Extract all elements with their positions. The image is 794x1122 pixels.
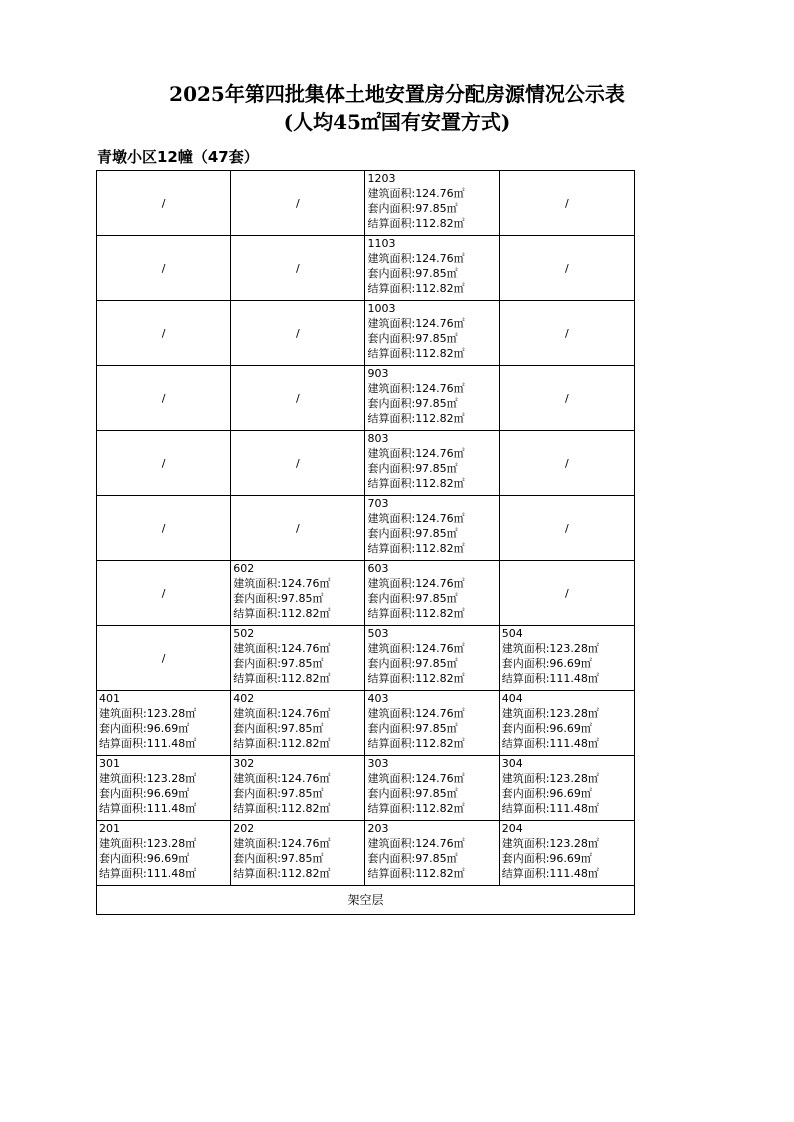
inner-area-label: 套内面积: xyxy=(501,852,550,865)
inner-area-value: 97.85㎡ xyxy=(415,527,458,540)
settlement-area-value: 112.82㎡ xyxy=(280,867,331,880)
built-area-value: 124.76㎡ xyxy=(280,772,331,785)
inner-area-line xyxy=(367,201,496,216)
settlement-area-value: 112.82㎡ xyxy=(415,347,465,360)
settlement-area-value: 111.48㎡ xyxy=(146,802,197,815)
built-area-value: 124.76㎡ xyxy=(415,837,465,850)
built-area-value: 124.76㎡ xyxy=(415,447,465,460)
inner-area-value: 96.69㎡ xyxy=(146,852,190,865)
settlement-area-line xyxy=(367,541,496,556)
empty-unit-cell: / xyxy=(97,626,231,691)
settlement-area-value: 111.48㎡ xyxy=(549,802,599,815)
settlement-area-value: 111.48㎡ xyxy=(549,867,599,880)
unit-number: 403 xyxy=(367,692,389,705)
built-area-line xyxy=(233,771,362,786)
built-area-line xyxy=(233,706,362,721)
table-row-footer xyxy=(97,886,635,915)
inner-area-line xyxy=(367,721,496,736)
empty-unit-cell: / xyxy=(499,366,634,431)
unit-number: 202 xyxy=(233,822,255,835)
built-area-value: 124.76㎡ xyxy=(415,707,465,720)
settlement-area-line xyxy=(233,606,362,621)
unit-cell xyxy=(97,691,231,756)
empty-unit-cell: / xyxy=(499,171,634,236)
inner-area-value: 96.69㎡ xyxy=(549,852,592,865)
unit-number: 602 xyxy=(233,562,255,575)
unit-number: 401 xyxy=(99,692,120,705)
empty-unit-cell: / xyxy=(97,171,231,236)
settlement-area-label: 结算面积: xyxy=(367,802,416,815)
built-area-value: 123.28㎡ xyxy=(146,837,197,850)
unit-number: 503 xyxy=(367,627,389,640)
inner-area-label: 套内面积: xyxy=(99,787,147,800)
inner-area-label: 套内面积: xyxy=(233,657,281,670)
inner-area-value: 97.85㎡ xyxy=(415,722,458,735)
built-area-value: 124.76㎡ xyxy=(415,382,465,395)
unit-number: 301 xyxy=(99,757,120,770)
built-area-value: 124.76㎡ xyxy=(280,707,331,720)
built-area-label: 建筑面积: xyxy=(99,707,147,720)
settlement-area-label: 结算面积: xyxy=(233,867,281,880)
settlement-area-label: 结算面积: xyxy=(367,672,416,685)
inner-area-value: 97.85㎡ xyxy=(415,462,458,475)
settlement-area-value: 112.82㎡ xyxy=(415,802,465,815)
inner-area-label: 套内面积: xyxy=(233,787,281,800)
built-area-line xyxy=(233,576,362,591)
inner-area-line xyxy=(99,721,228,736)
table-row xyxy=(97,366,635,431)
settlement-area-label: 结算面积: xyxy=(367,737,416,750)
settlement-area-line xyxy=(233,671,362,686)
inner-area-value: 97.85㎡ xyxy=(280,787,324,800)
inner-area-value: 97.85㎡ xyxy=(415,852,458,865)
inner-area-label: 套内面积: xyxy=(501,657,550,670)
inner-area-label: 套内面积: xyxy=(367,852,416,865)
unit-number: 703 xyxy=(367,497,389,510)
settlement-area-label: 结算面积: xyxy=(367,607,416,620)
inner-area-label: 套内面积: xyxy=(501,787,550,800)
settlement-area-label: 结算面积: xyxy=(99,867,147,880)
built-area-label: 建筑面积: xyxy=(501,642,550,655)
built-area-value: 124.76㎡ xyxy=(415,187,465,200)
settlement-area-value: 111.48㎡ xyxy=(549,672,599,685)
settlement-area-line xyxy=(233,866,362,881)
settlement-area-label: 结算面积: xyxy=(367,867,416,880)
unit-cell xyxy=(365,821,499,886)
built-area-value: 123.28㎡ xyxy=(549,707,599,720)
housing-allocation-table xyxy=(96,170,635,915)
settlement-area-label: 结算面积: xyxy=(233,802,281,815)
settlement-area-value: 112.82㎡ xyxy=(415,737,465,750)
inner-area-value: 97.85㎡ xyxy=(415,592,458,605)
empty-unit-cell: / xyxy=(499,301,634,366)
built-area-line xyxy=(367,706,496,721)
settlement-area-label: 结算面积: xyxy=(99,737,147,750)
empty-unit-cell: / xyxy=(499,431,634,496)
inner-area-line xyxy=(367,786,496,801)
built-area-label: 建筑面积: xyxy=(233,772,281,785)
empty-unit-cell: / xyxy=(499,496,634,561)
inner-area-value: 97.85㎡ xyxy=(280,592,324,605)
unit-number: 1103 xyxy=(367,237,396,250)
inner-area-label: 套内面积: xyxy=(367,397,416,410)
settlement-area-label: 结算面积: xyxy=(233,672,281,685)
settlement-area-label: 结算面积: xyxy=(367,217,416,230)
table-row xyxy=(97,626,635,691)
built-area-value: 124.76㎡ xyxy=(280,837,331,850)
table-row xyxy=(97,691,635,756)
inner-area-line xyxy=(233,591,362,606)
empty-unit-cell: / xyxy=(499,561,634,626)
unit-cell xyxy=(97,756,231,821)
settlement-area-line xyxy=(367,216,496,231)
unit-number: 204 xyxy=(501,822,523,835)
empty-unit-cell: / xyxy=(231,431,365,496)
settlement-area-line xyxy=(502,866,632,881)
table-row xyxy=(97,171,635,236)
stilt-floor-label: 架空层 xyxy=(97,886,635,915)
inner-area-label: 套内面积: xyxy=(233,722,281,735)
built-area-line xyxy=(367,576,496,591)
built-area-label: 建筑面积: xyxy=(233,577,281,590)
settlement-area-value: 112.82㎡ xyxy=(415,607,465,620)
settlement-area-value: 111.48㎡ xyxy=(146,867,197,880)
inner-area-value: 96.69㎡ xyxy=(549,722,592,735)
built-area-line xyxy=(99,836,228,851)
inner-area-line xyxy=(367,591,496,606)
built-area-value: 123.28㎡ xyxy=(549,772,599,785)
empty-unit-cell: / xyxy=(231,301,365,366)
unit-cell xyxy=(499,626,634,691)
settlement-area-value: 111.48㎡ xyxy=(146,737,197,750)
settlement-area-value: 112.82㎡ xyxy=(415,867,465,880)
settlement-area-line xyxy=(99,866,228,881)
table-row xyxy=(97,431,635,496)
settlement-area-line xyxy=(367,866,496,881)
inner-area-line xyxy=(367,656,496,671)
built-area-value: 124.76㎡ xyxy=(280,577,331,590)
empty-unit-cell: / xyxy=(97,366,231,431)
built-area-value: 124.76㎡ xyxy=(415,512,465,525)
built-area-label: 建筑面积: xyxy=(367,577,416,590)
built-area-value: 124.76㎡ xyxy=(280,642,331,655)
unit-number: 1203 xyxy=(367,172,396,185)
unit-number: 803 xyxy=(367,432,389,445)
built-area-label: 建筑面积: xyxy=(501,772,550,785)
built-area-line xyxy=(367,446,496,461)
settlement-area-value: 112.82㎡ xyxy=(280,672,331,685)
settlement-area-label: 结算面积: xyxy=(501,737,550,750)
built-area-value: 124.76㎡ xyxy=(415,317,465,330)
built-area-value: 123.28㎡ xyxy=(549,642,599,655)
built-area-value: 124.76㎡ xyxy=(415,252,465,265)
unit-number: 303 xyxy=(367,757,389,770)
settlement-area-value: 112.82㎡ xyxy=(415,412,465,425)
unit-cell xyxy=(365,561,499,626)
unit-cell xyxy=(365,171,499,236)
settlement-area-line xyxy=(502,736,632,751)
inner-area-line xyxy=(233,786,362,801)
inner-area-line xyxy=(367,331,496,346)
built-area-label: 建筑面积: xyxy=(367,772,416,785)
built-area-value: 123.28㎡ xyxy=(549,837,599,850)
inner-area-line xyxy=(233,721,362,736)
inner-area-label: 套内面积: xyxy=(99,852,147,865)
settlement-area-value: 112.82㎡ xyxy=(415,282,465,295)
built-area-label: 建筑面积: xyxy=(367,317,416,330)
unit-number: 504 xyxy=(501,627,523,640)
unit-cell xyxy=(365,431,499,496)
unit-cell xyxy=(231,691,365,756)
built-area-label: 建筑面积: xyxy=(501,837,550,850)
settlement-area-line xyxy=(367,606,496,621)
unit-cell xyxy=(231,561,365,626)
building-heading: 青墩小区12幢（47套） xyxy=(97,148,259,166)
built-area-line xyxy=(367,251,496,266)
settlement-area-value: 111.48㎡ xyxy=(549,737,599,750)
table-row xyxy=(97,301,635,366)
table-row xyxy=(97,561,635,626)
settlement-area-label: 结算面积: xyxy=(367,412,416,425)
inner-area-line xyxy=(233,851,362,866)
empty-unit-cell: / xyxy=(231,171,365,236)
inner-area-label: 套内面积: xyxy=(367,202,416,215)
built-area-label: 建筑面积: xyxy=(367,512,416,525)
page-subtitle-scheme: (人均45㎡国有安置方式) xyxy=(283,110,511,134)
built-area-line xyxy=(367,511,496,526)
settlement-area-value: 112.82㎡ xyxy=(280,802,331,815)
unit-cell xyxy=(365,626,499,691)
empty-unit-cell: / xyxy=(231,366,365,431)
built-area-value: 124.76㎡ xyxy=(415,642,465,655)
inner-area-line xyxy=(502,786,632,801)
inner-area-value: 97.85㎡ xyxy=(415,397,458,410)
settlement-area-label: 结算面积: xyxy=(501,672,550,685)
built-area-value: 124.76㎡ xyxy=(415,772,465,785)
inner-area-label: 套内面积: xyxy=(367,462,416,475)
empty-unit-cell: / xyxy=(97,236,231,301)
built-area-line xyxy=(502,641,632,656)
built-area-line xyxy=(367,186,496,201)
table-body xyxy=(97,171,635,915)
built-area-label: 建筑面积: xyxy=(367,187,416,200)
inner-area-line xyxy=(367,396,496,411)
unit-number: 903 xyxy=(367,367,389,380)
inner-area-label: 套内面积: xyxy=(233,592,281,605)
settlement-area-line xyxy=(99,801,228,816)
built-area-line xyxy=(367,381,496,396)
inner-area-value: 96.69㎡ xyxy=(549,787,592,800)
inner-area-line xyxy=(99,786,228,801)
settlement-area-label: 结算面积: xyxy=(367,477,416,490)
built-area-label: 建筑面积: xyxy=(367,252,416,265)
settlement-area-label: 结算面积: xyxy=(501,867,550,880)
settlement-area-line xyxy=(367,411,496,426)
unit-cell xyxy=(231,756,365,821)
built-area-line xyxy=(502,771,632,786)
unit-cell xyxy=(365,301,499,366)
empty-unit-cell: / xyxy=(499,236,634,301)
built-area-line xyxy=(233,641,362,656)
inner-area-line xyxy=(233,656,362,671)
built-area-line xyxy=(367,641,496,656)
unit-cell xyxy=(365,756,499,821)
settlement-area-label: 结算面积: xyxy=(367,282,416,295)
settlement-area-line xyxy=(367,281,496,296)
built-area-line xyxy=(502,836,632,851)
empty-unit-cell: / xyxy=(97,496,231,561)
inner-area-label: 套内面积: xyxy=(367,787,416,800)
inner-area-value: 97.85㎡ xyxy=(415,332,458,345)
inner-area-label: 套内面积: xyxy=(367,527,416,540)
settlement-area-value: 112.82㎡ xyxy=(415,477,465,490)
settlement-area-line xyxy=(99,736,228,751)
built-area-value: 123.28㎡ xyxy=(146,707,197,720)
inner-area-value: 97.85㎡ xyxy=(280,852,324,865)
built-area-label: 建筑面积: xyxy=(501,707,550,720)
inner-area-value: 97.85㎡ xyxy=(415,787,458,800)
settlement-area-line xyxy=(233,801,362,816)
settlement-area-label: 结算面积: xyxy=(367,347,416,360)
inner-area-label: 套内面积: xyxy=(367,657,416,670)
built-area-line xyxy=(367,771,496,786)
empty-unit-cell: / xyxy=(231,236,365,301)
settlement-area-line xyxy=(367,801,496,816)
inner-area-value: 96.69㎡ xyxy=(146,787,190,800)
settlement-area-line xyxy=(367,736,496,751)
built-area-label: 建筑面积: xyxy=(367,447,416,460)
unit-number: 603 xyxy=(367,562,389,575)
built-area-label: 建筑面积: xyxy=(233,642,281,655)
inner-area-label: 套内面积: xyxy=(99,722,147,735)
unit-cell xyxy=(365,236,499,301)
table-row xyxy=(97,756,635,821)
unit-cell xyxy=(499,691,634,756)
built-area-label: 建筑面积: xyxy=(99,837,147,850)
inner-area-line xyxy=(367,461,496,476)
built-area-line xyxy=(367,836,496,851)
settlement-area-value: 112.82㎡ xyxy=(280,737,331,750)
settlement-area-line xyxy=(233,736,362,751)
built-area-line xyxy=(99,771,228,786)
settlement-area-line xyxy=(367,671,496,686)
inner-area-line xyxy=(367,851,496,866)
built-area-label: 建筑面积: xyxy=(367,642,416,655)
unit-number: 402 xyxy=(233,692,255,705)
unit-number: 404 xyxy=(501,692,523,705)
settlement-area-line xyxy=(367,346,496,361)
inner-area-label: 套内面积: xyxy=(367,722,416,735)
inner-area-line xyxy=(502,656,632,671)
built-area-value: 123.28㎡ xyxy=(146,772,197,785)
settlement-area-value: 112.82㎡ xyxy=(415,217,465,230)
inner-area-value: 97.85㎡ xyxy=(280,657,324,670)
inner-area-value: 97.85㎡ xyxy=(415,657,458,670)
inner-area-label: 套内面积: xyxy=(367,267,416,280)
settlement-area-value: 112.82㎡ xyxy=(415,672,465,685)
settlement-area-line xyxy=(367,476,496,491)
built-area-label: 建筑面积: xyxy=(367,707,416,720)
table-row xyxy=(97,236,635,301)
built-area-label: 建筑面积: xyxy=(233,707,281,720)
settlement-area-label: 结算面积: xyxy=(501,802,550,815)
built-area-label: 建筑面积: xyxy=(367,382,416,395)
inner-area-value: 96.69㎡ xyxy=(549,657,592,670)
unit-number: 1003 xyxy=(367,302,396,315)
inner-area-line xyxy=(99,851,228,866)
table-row xyxy=(97,496,635,561)
built-area-value: 124.76㎡ xyxy=(415,577,465,590)
inner-area-label: 套内面积: xyxy=(367,592,416,605)
unit-number: 201 xyxy=(99,822,120,835)
built-area-line xyxy=(233,836,362,851)
unit-number: 304 xyxy=(501,757,523,770)
empty-unit-cell: / xyxy=(97,561,231,626)
inner-area-value: 96.69㎡ xyxy=(146,722,190,735)
unit-cell xyxy=(499,756,634,821)
built-area-line xyxy=(99,706,228,721)
inner-area-label: 套内面积: xyxy=(501,722,550,735)
inner-area-value: 97.85㎡ xyxy=(415,267,458,280)
unit-number: 502 xyxy=(233,627,255,640)
built-area-label: 建筑面积: xyxy=(233,837,281,850)
settlement-area-label: 结算面积: xyxy=(367,542,416,555)
unit-cell xyxy=(365,366,499,431)
built-area-line xyxy=(367,316,496,331)
inner-area-value: 97.85㎡ xyxy=(415,202,458,215)
inner-area-line xyxy=(502,721,632,736)
unit-cell xyxy=(365,496,499,561)
built-area-line xyxy=(502,706,632,721)
settlement-area-line xyxy=(502,801,632,816)
inner-area-value: 97.85㎡ xyxy=(280,722,324,735)
empty-unit-cell: / xyxy=(231,496,365,561)
unit-cell xyxy=(499,821,634,886)
settlement-area-value: 112.82㎡ xyxy=(280,607,331,620)
settlement-area-label: 结算面积: xyxy=(99,802,147,815)
inner-area-line xyxy=(367,266,496,281)
settlement-area-line xyxy=(502,671,632,686)
unit-cell xyxy=(231,626,365,691)
inner-area-label: 套内面积: xyxy=(367,332,416,345)
settlement-area-label: 结算面积: xyxy=(233,737,281,750)
table-row xyxy=(97,821,635,886)
unit-number: 203 xyxy=(367,822,389,835)
unit-number: 302 xyxy=(233,757,255,770)
inner-area-line xyxy=(367,526,496,541)
unit-cell xyxy=(365,691,499,756)
unit-cell xyxy=(231,821,365,886)
built-area-label: 建筑面积: xyxy=(99,772,147,785)
inner-area-line xyxy=(502,851,632,866)
built-area-label: 建筑面积: xyxy=(367,837,416,850)
empty-unit-cell: / xyxy=(97,301,231,366)
inner-area-label: 套内面积: xyxy=(233,852,281,865)
unit-cell xyxy=(97,821,231,886)
empty-unit-cell: / xyxy=(97,431,231,496)
settlement-area-value: 112.82㎡ xyxy=(415,542,465,555)
page-title: 2025年第四批集体土地安置房分配房源情况公示表 xyxy=(169,82,625,106)
settlement-area-label: 结算面积: xyxy=(233,607,281,620)
